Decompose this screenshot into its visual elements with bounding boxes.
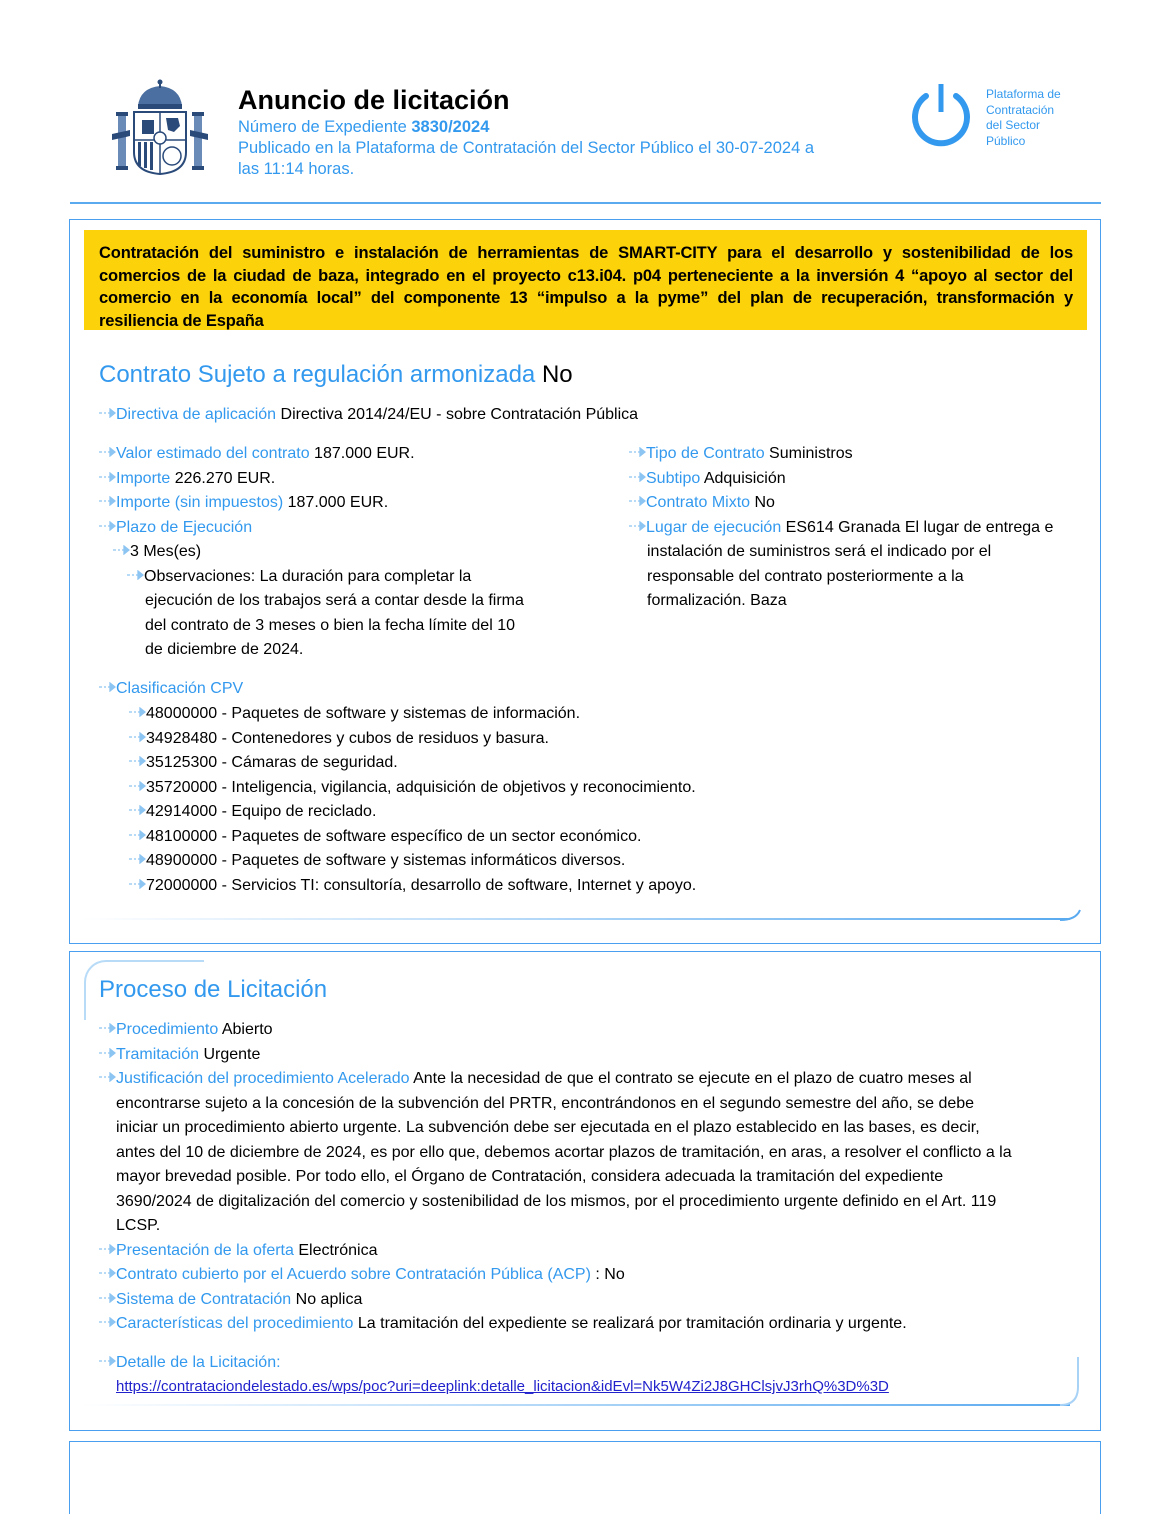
- arrow-bullet-icon: [629, 472, 646, 482]
- page-title: Anuncio de licitación: [238, 85, 510, 115]
- arrow-bullet-icon: [99, 1048, 116, 1058]
- field-contrato-mixto: Contrato Mixto No: [629, 491, 775, 516]
- section-title-proceso: Proceso de Licitación: [99, 976, 328, 1003]
- arrow-bullet-icon: [629, 496, 646, 506]
- arrow-bullet-icon: [129, 756, 146, 766]
- contract-summary: Contratación del suministro e instalación de herramientas de SMART-CITY para el desarrollo y sostenibilidad de los comercios de la ciudad de baza, integrado en el proyecto c13.i04. p04 perteneciente a la inversión 4 “apoyo al sector del comercio en la economía local” del componente 13 “impulso a la pyme” del plan de recuperación, transformación y resiliencia de España: [84, 230, 1087, 330]
- field-acp: Contrato cubierto por el Acuerdo sobre Contratación Pública (ACP) : No: [99, 1263, 625, 1288]
- field-tramitacion: Tramitación Urgente: [99, 1043, 260, 1068]
- arrow-bullet-icon: [99, 1023, 116, 1033]
- card-bottom-decoration: [80, 918, 1070, 920]
- published-line-1: Publicado en la Plataforma de Contratación del Sector Público el 30-07-2024 a: [238, 139, 815, 157]
- cpv-item: 34928480 - Contenedores y cubos de residuos y basura.: [129, 727, 549, 752]
- header-divider: [70, 202, 1101, 204]
- field-sistema-contratacion: Sistema de Contratación No aplica: [99, 1288, 362, 1313]
- field-plazo-duration: 3 Mes(es): [113, 540, 201, 565]
- field-valor-estimado: Valor estimado del contrato 187.000 EUR.: [99, 442, 415, 467]
- contract-card: [69, 219, 1101, 944]
- cpv-item: 42914000 - Equipo de reciclado.: [129, 800, 376, 825]
- arrow-bullet-icon: [99, 1293, 116, 1303]
- cpv-item: 35720000 - Inteligencia, vigilancia, adquisición de objetivos y reconocimiento.: [129, 776, 696, 801]
- expediente-line: [238, 117, 898, 138]
- arrow-bullet-icon: [99, 1268, 116, 1278]
- arrow-bullet-icon: [629, 447, 646, 457]
- arrow-bullet-icon: [99, 1356, 116, 1366]
- logo-text: Plataforma de Contratación del Sector Público: [986, 87, 1061, 148]
- published-line-2: las 11:14 horas.: [238, 160, 355, 178]
- expediente-number: 3830/2024: [411, 118, 490, 136]
- expediente-label: Número de Expediente: [238, 118, 407, 136]
- title-block: [238, 84, 898, 180]
- field-lugar-ejecucion: Lugar de ejecución ES614 Granada El lugar de entrega e: [629, 516, 1053, 541]
- cpv-item: 35125300 - Cámaras de seguridad.: [129, 751, 398, 776]
- card-bottom-decoration: [80, 1404, 1070, 1406]
- power-icon: [908, 80, 974, 150]
- card-corner-decoration: [1060, 908, 1084, 922]
- field-justificacion: Justificación del procedimiento Acelerado Ante la necesidad de que el contrato se ejecute en el plazo de cuatro meses al: [99, 1067, 972, 1092]
- detalle-licitacion-link[interactable]: https://contrataciondelestado.es/wps/poc?uri=deeplink:detalle_licitacion&idEvl=Nk5W4Zi2J8GHClsjvJ3rhQ%3D%3D: [116, 1378, 889, 1395]
- arrow-bullet-icon: [99, 682, 116, 692]
- cpv-item: 48900000 - Paquetes de software y sistemas informáticos diversos.: [129, 849, 625, 874]
- arrow-bullet-icon: [99, 1317, 116, 1327]
- field-clasificacion-cpv: Clasificación CPV: [99, 677, 243, 702]
- document-header: [0, 0, 1170, 205]
- field-importe: Importe 226.270 EUR.: [99, 467, 275, 492]
- field-caracteristicas: Características del procedimiento La tramitación del expediente se realizará por tramitación ordinaria y urgente.: [99, 1312, 907, 1337]
- section-title-contrato: Contrato Sujeto a regulación armonizada No: [99, 361, 573, 388]
- arrow-bullet-icon: [129, 805, 146, 815]
- arrow-bullet-icon: [129, 732, 146, 742]
- arrow-bullet-icon: [99, 1072, 116, 1082]
- arrow-bullet-icon: [129, 781, 146, 791]
- arrow-bullet-icon: [129, 707, 146, 717]
- observaciones-cont: ejecución de los trabajos será a contar desde la firma del contrato de 3 meses o bien la fecha límite del 10 de diciembre de 2024.: [145, 592, 524, 658]
- field-directiva: Directiva de aplicación Directiva 2014/24/EU - sobre Contratación Pública: [99, 403, 638, 428]
- cpv-item: 72000000 - Servicios TI: consultoría, desarrollo de software, Internet y apoyo.: [129, 874, 696, 899]
- justificacion-text: encontrarse sujeto a la concesión de la subvención del PRTR, encontrándonos en el segundo semestre del año, se debe iniciar un procedimiento abierto urgente. La subvención debe ser ejecutada en el plazo establecido en las bases, es decir, antes del 10 de diciembre de 2024, es por ello que, debemos acortar plazos de tramitación, en aras, a resolver el conflicto a la mayor brevedad posible. Por todo ello, el Órgano de Contratación, considera adecuada la tramitación del expediente 3690/2024 de digitalización del comercio y sostenibilidad de los mismos, por el procedimiento urgente definido en el Art. 119 LCSP.: [116, 1094, 1012, 1234]
- arrow-bullet-icon: [129, 879, 146, 889]
- cpv-item: 48000000 - Paquetes de software y sistemas de información.: [129, 702, 580, 727]
- field-plazo-ejecucion: Plazo de Ejecución: [99, 516, 252, 541]
- plataforma-contratacion-logo: [908, 80, 1088, 160]
- cpv-item: 48100000 - Paquetes de software específico de un sector económico.: [129, 825, 641, 850]
- field-procedimiento: Procedimiento Abierto: [99, 1018, 273, 1043]
- proceso-card: [69, 951, 1101, 1431]
- arrow-bullet-icon: [629, 521, 646, 531]
- field-tipo-contrato: Tipo de Contrato Suministros: [629, 442, 853, 467]
- spain-coat-of-arms-icon: [108, 76, 212, 180]
- arrow-bullet-icon: [113, 545, 130, 555]
- arrow-bullet-icon: [99, 472, 116, 482]
- arrow-bullet-icon: [99, 521, 116, 531]
- armonizada-value: No: [541, 361, 573, 388]
- arrow-bullet-icon: [99, 1244, 116, 1254]
- arrow-bullet-icon: [129, 830, 146, 840]
- field-detalle-licitacion: Detalle de la Licitación:: [99, 1351, 281, 1376]
- arrow-bullet-icon: [129, 854, 146, 864]
- field-presentacion-oferta: Presentación de la oferta Electrónica: [99, 1239, 378, 1264]
- arrow-bullet-icon: [127, 570, 144, 580]
- next-section-card: [69, 1441, 1101, 1514]
- lugar-ejecucion-cont: instalación de suministros será el indicado por el responsable del contrato posteriormente a la formalización. Baza: [647, 543, 992, 609]
- card-corner-decoration: [1060, 1357, 1084, 1407]
- field-subtipo: Subtipo Adquisición: [629, 467, 786, 492]
- arrow-bullet-icon: [99, 496, 116, 506]
- arrow-bullet-icon: [99, 447, 116, 457]
- detalle-link-row: [116, 1375, 889, 1400]
- field-importe-sin-impuestos: Importe (sin impuestos) 187.000 EUR.: [99, 491, 388, 516]
- arrow-bullet-icon: [99, 408, 116, 418]
- field-observaciones: Observaciones: La duración para completar la: [127, 565, 471, 590]
